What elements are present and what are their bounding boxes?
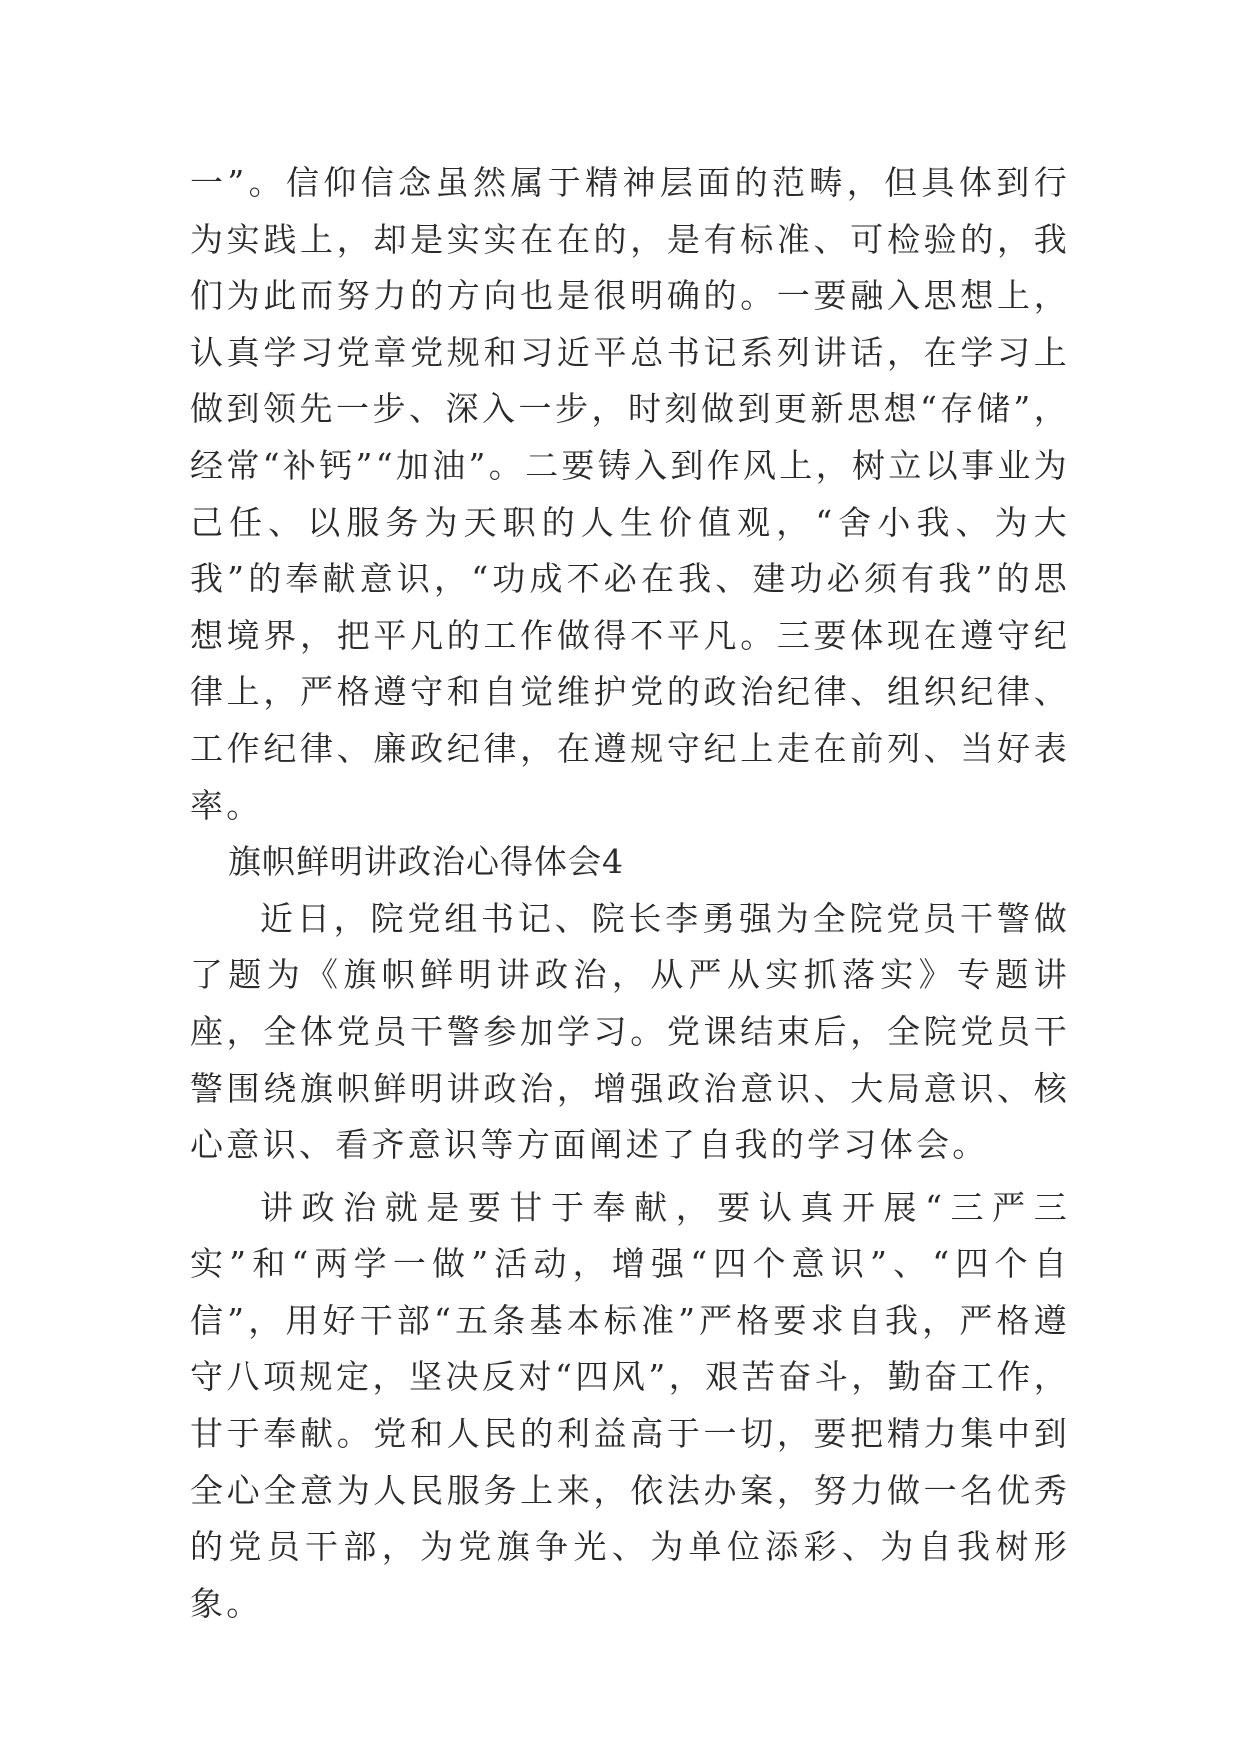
intro-paragraph: 近日，院党组书记、院长李勇强为全院党员干警做了题为《旗帜鲜明讲政治，从严从实抓落实》专题讲座，全体党员干警参加学习。党课结束后，全院党员干警围绕旗帜鲜明讲政治，增强政治意识、大局意识、核心意识、看齐意识等方面阐述了自我的学习体会。 xyxy=(190,898,1070,1165)
body-paragraph: 讲政治就是要甘于奉献，要认真开展“三严三实”和“两学一做”活动，增强“四个意识”、“四个自信”，用好干部“五条基本标准”严格要求自我，严格遵守八项规定，坚决反对“四风”，艰苦奋斗，勤奋工作，甘于奉献。党和人民的利益高于一切，要把精力集中到全心全意为人民服务上来，依法办案，努力做一名优秀的党员干部，为党旗争光、为单位添彩、为自我树形象。 xyxy=(190,1187,1070,1623)
document-body xyxy=(190,155,1070,1632)
continued-paragraph: 一”。信仰信念虽然属于精神层面的范畴，但具体到行为实践上，却是实实在在的，是有标准、可检验的，我们为此而努力的方向也是很明确的。一要融入思想上，认真学习党章党规和习近平总书记系列讲话，在学习上做到领先一步、深入一步，时刻做到更新思想“存储”，经常“补钙”“加油”。二要铸入到作风上，树立以事业为己任、以服务为天职的人生价值观，“舍小我、为大我”的奉献意识，“功成不必在我、建功必须有我”的思想境界，把平凡的工作做得不平凡。三要体现在遵守纪律上，严格遵守和自觉维护党的政治纪律、组织纪律、工作纪律、廉政纪律，在遵规守纪上走在前列、当好表率。 xyxy=(190,163,1070,825)
section-heading: 旗帜鲜明讲政治心得体会4 xyxy=(228,842,624,882)
